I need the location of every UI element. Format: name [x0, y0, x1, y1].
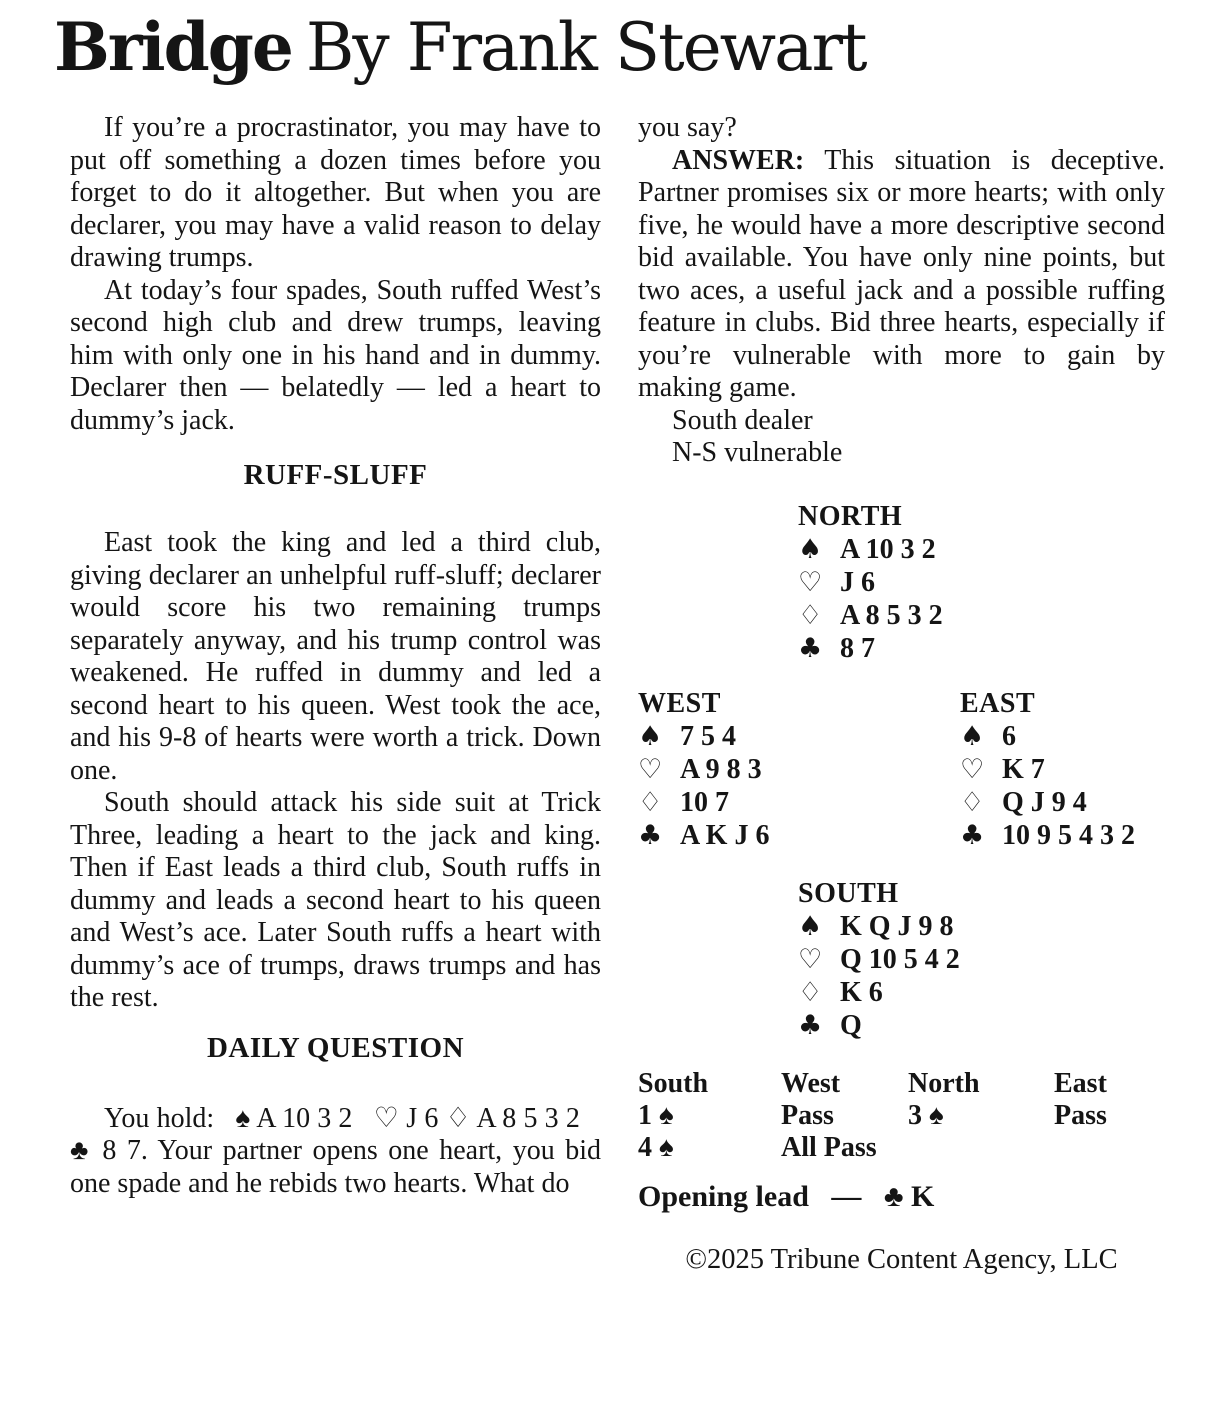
- bidding-table: [638, 1068, 1165, 1164]
- answer-label: ANSWER:: [672, 144, 805, 176]
- auction-header-west: West: [781, 1067, 841, 1099]
- answer-text: This situation is deceptive. Partner promises six or more hearts; with only five, he would have a more descriptive second bid available. You have only nine points, but two aces, a useful jack and a possible ruffing feature in clubs. Bid three hearts, especially if you’re vulnerable with more to gain by making game.: [638, 144, 1166, 403]
- auction-bid: 4 ♠: [638, 1131, 674, 1163]
- south-heart-cards: Q 10 5 4 2: [840, 943, 960, 975]
- auction-bid: Pass: [1054, 1099, 1107, 1131]
- north-hand: [798, 500, 1165, 665]
- west-diamond-cards: 10 7: [680, 786, 729, 818]
- heart-icon: ♡: [960, 753, 985, 785]
- opening-lead: Opening lead — ♣ K: [638, 1179, 935, 1213]
- west-spade-cards: 7 5 4: [680, 720, 736, 752]
- heart-icon: ♡: [798, 943, 823, 975]
- auction-bid: [908, 1132, 1054, 1164]
- intro-paragraph: If you’re a procrastinator, you may have to put off something a dozen times before you forget to do it altogether. But when you are declarer, you may have a valid reason to delay drawing trumps.: [70, 112, 601, 273]
- heart-icon: ♡: [638, 753, 663, 785]
- west-hand: [638, 687, 769, 852]
- south-spade-cards: K Q J 9 8: [840, 910, 954, 942]
- east-diamonds-row: [960, 786, 1135, 819]
- north-club-cards: 8 7: [840, 632, 875, 664]
- west-heart-cards: A 9 8 3: [680, 753, 762, 785]
- west-hearts-row: [638, 753, 769, 786]
- east-diamond-cards: Q J 9 4: [1002, 786, 1087, 818]
- diamond-icon: ♢: [638, 786, 663, 818]
- auction-bid: Pass: [781, 1099, 834, 1131]
- daily-question-paragraph: You hold: ♠ A 10 3 2 ♡ J 6 ♢ A 8 5 3 2 ♣ 8 7. Your partner opens one heart, you bid one spade and he rebids two hearts. What do: [70, 1102, 601, 1199]
- auction-bid: 1 ♠: [638, 1099, 674, 1131]
- north-spade-cards: A 10 3 2: [840, 533, 936, 565]
- auction-bid: 3 ♠: [908, 1099, 944, 1131]
- west-hand-label: WEST: [638, 687, 721, 719]
- south-hand-label: SOUTH: [798, 877, 899, 909]
- page-title: [54, 8, 866, 86]
- auction-header-south: South: [638, 1067, 709, 1099]
- east-club-cards: 10 9 5 4 3 2: [1002, 819, 1135, 851]
- south-spades-row: [798, 910, 1165, 943]
- club-icon: ♣: [960, 819, 985, 851]
- dealer-line: South dealer: [672, 404, 813, 436]
- club-icon: ♣: [638, 819, 663, 851]
- auction-header-north: North: [908, 1067, 980, 1099]
- east-spade-cards: 6: [1002, 720, 1016, 752]
- north-clubs-row: [798, 632, 1165, 665]
- club-icon: ♣: [798, 1009, 823, 1041]
- east-hearts-row: [960, 753, 1135, 786]
- south-club-cards: Q: [840, 1009, 862, 1041]
- west-spades-row: [638, 720, 769, 753]
- auction-bid: All Pass: [781, 1131, 877, 1163]
- west-club-cards: A K J 6: [680, 819, 770, 851]
- right-column: [638, 112, 1165, 1276]
- spade-icon: ♠: [798, 533, 823, 565]
- west-east-hands: [638, 687, 1165, 852]
- north-diamond-cards: A 8 5 3 2: [840, 599, 943, 631]
- vulnerability-line: N-S vulnerable: [672, 437, 843, 468]
- spade-icon: ♠: [638, 720, 663, 752]
- north-spades-row: [798, 533, 1165, 566]
- south-diamond-cards: K 6: [840, 976, 883, 1008]
- auction-bid: [1054, 1132, 1165, 1164]
- ruff-sluff-heading: RUFF-SLUFF: [243, 459, 428, 491]
- column-brand: Bridge: [54, 8, 292, 86]
- north-diamonds-row: [798, 599, 1165, 632]
- south-hearts-row: [798, 943, 1165, 976]
- spade-icon: ♠: [960, 720, 985, 752]
- left-column: [70, 112, 601, 1200]
- copyright: ©2025 Tribune Content Agency, LLC: [685, 1243, 1118, 1275]
- deal-story-paragraph: At today’s four spades, South ruffed West’s second high club and drew trumps, leaving him with only one in his hand and in dummy. Declarer then — belatedly — led a heart to dummy’s jack.: [70, 274, 601, 436]
- east-clubs-row: [960, 819, 1135, 852]
- question-continuation: you say?: [638, 112, 737, 143]
- east-heart-cards: K 7: [1002, 753, 1045, 785]
- auction-header-east: East: [1054, 1067, 1107, 1099]
- diamond-icon: ♢: [798, 976, 823, 1008]
- byline: By Frank Stewart: [305, 9, 866, 86]
- north-hearts-row: [798, 566, 1165, 599]
- north-heart-cards: J 6: [840, 566, 875, 598]
- north-hand-label: NORTH: [798, 500, 903, 532]
- diamond-icon: ♢: [798, 599, 823, 631]
- club-icon: ♣: [798, 632, 823, 664]
- south-hand: [798, 877, 1165, 1042]
- diamond-icon: ♢: [960, 786, 985, 818]
- analysis-paragraph-2: South should attack his side suit at Trick Three, leading a heart to the jack and king. Then if East leads a third club, South ruffs in dummy and leads a second heart to his queen and West’s ace. Later South ruffs a heart with dummy’s ace of trumps, draws trumps and has the rest.: [70, 787, 601, 1013]
- west-diamonds-row: [638, 786, 769, 819]
- east-hand-label: EAST: [960, 687, 1036, 719]
- heart-icon: ♡: [798, 566, 823, 598]
- daily-question-heading: DAILY QUESTION: [206, 1031, 465, 1064]
- south-diamonds-row: [798, 976, 1165, 1009]
- analysis-paragraph-1: East took the king and led a third club, giving declarer an unhelpful ruff-sluff; declarer would score his two remaining trumps separately anyway, and his trump control was weakened. He ruffed in dummy and led a second heart to his queen. West took the ace, and his 9-8 of hearts were worth a trick. Down one.: [70, 527, 601, 786]
- east-spades-row: [960, 720, 1135, 753]
- south-clubs-row: [798, 1009, 1165, 1042]
- answer-paragraph: [638, 145, 1165, 405]
- west-clubs-row: [638, 819, 769, 852]
- spade-icon: ♠: [798, 910, 823, 942]
- east-hand: [960, 687, 1135, 852]
